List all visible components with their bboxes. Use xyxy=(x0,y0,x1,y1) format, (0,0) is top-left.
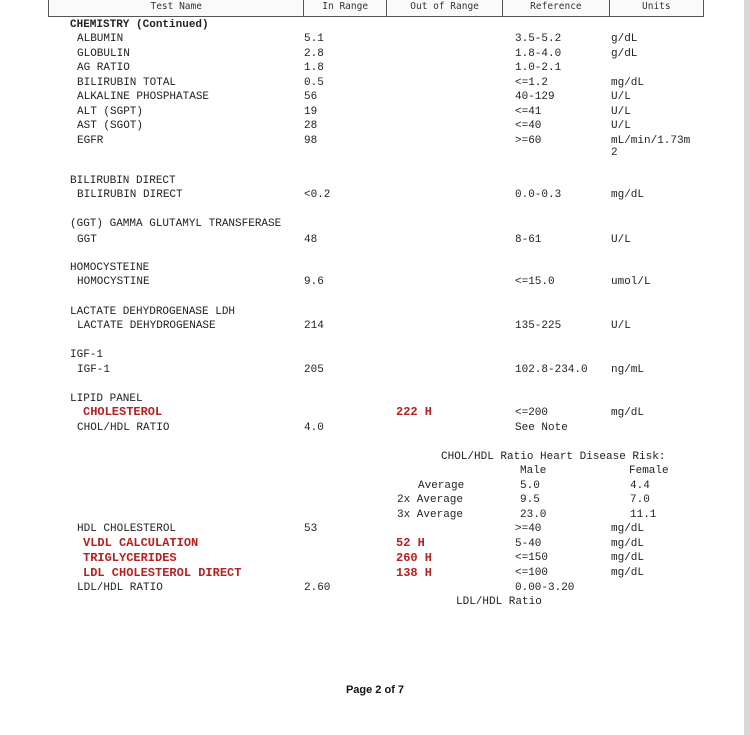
header-test-name: Test Name xyxy=(49,0,304,16)
units-value: g/dL xyxy=(611,48,638,60)
reference-value: 135-225 xyxy=(515,320,562,332)
reference-value: 3.5-5.2 xyxy=(515,33,562,45)
test-name: LDL/HDL RATIO xyxy=(77,582,163,594)
test-name-flagged: VLDL CALCULATION xyxy=(83,536,199,550)
risk-row-label: 2x Average xyxy=(397,494,464,506)
reference-value: <=150 xyxy=(515,552,549,564)
header-reference: Reference xyxy=(503,0,609,16)
test-name: GLOBULIN xyxy=(77,48,130,60)
section-title: CHEMISTRY (Continued) xyxy=(70,19,209,31)
in-range-value: 5.1 xyxy=(304,33,324,45)
in-range-value: 48 xyxy=(304,234,318,246)
out-of-range-value: 52 H xyxy=(396,536,425,550)
in-range-value: 214 xyxy=(304,320,324,332)
units-value: U/L xyxy=(611,234,631,246)
risk-female-header: Female xyxy=(629,465,669,477)
units-value: ng/mL xyxy=(611,364,645,376)
risk-female-value: 11.1 xyxy=(630,509,657,521)
units-value: U/L xyxy=(611,106,631,118)
units-value: mg/dL xyxy=(611,189,645,201)
units-value: mg/dL xyxy=(611,77,645,89)
reference-value: >=60 xyxy=(515,135,542,147)
reference-value: 5-40 xyxy=(515,538,542,550)
group-title: LIPID PANEL xyxy=(70,393,143,405)
test-name: AG RATIO xyxy=(77,62,130,74)
group-title: IGF-1 xyxy=(70,349,104,361)
units-value: mg/dL xyxy=(611,538,645,550)
units-value: mg/dL xyxy=(611,407,645,419)
in-range-value: 1.8 xyxy=(304,62,324,74)
page-number: Page 2 of 7 xyxy=(345,684,405,696)
reference-value: 8-61 xyxy=(515,234,542,246)
test-name: ALKALINE PHOSPHATASE xyxy=(77,91,210,103)
reference-value: 102.8-234.0 xyxy=(515,364,588,376)
group-title: HOMOCYSTEINE xyxy=(70,262,150,274)
units-value: mL/min/1.73m xyxy=(611,135,691,147)
reference-value: 1.8-4.0 xyxy=(515,48,562,60)
in-range-value: 19 xyxy=(304,106,318,118)
risk-table-title: CHOL/HDL Ratio Heart Disease Risk: xyxy=(441,451,666,463)
risk-male-value: 9.5 xyxy=(520,494,540,506)
test-name: AST (SGOT) xyxy=(77,120,144,132)
in-range-value: 28 xyxy=(304,120,318,132)
test-name-flagged: TRIGLYCERIDES xyxy=(83,551,177,565)
in-range-value: 56 xyxy=(304,91,318,103)
column-header xyxy=(48,0,704,17)
group-title: BILIRUBIN DIRECT xyxy=(70,175,176,187)
units-value: U/L xyxy=(611,320,631,332)
out-of-range-value: 260 H xyxy=(396,551,433,565)
group-title: (GGT) GAMMA GLUTAMYL TRANSFERASE xyxy=(70,218,282,230)
in-range-value: 2.60 xyxy=(304,582,331,594)
test-name: EGFR xyxy=(77,135,104,147)
out-of-range-value: 138 H xyxy=(396,566,433,580)
header-units: Units xyxy=(642,1,671,12)
reference-value: 0.0-0.3 xyxy=(515,189,562,201)
page-edge xyxy=(744,0,750,735)
risk-female-value: 4.4 xyxy=(630,480,650,492)
in-range-value: 98 xyxy=(304,135,318,147)
units-value: U/L xyxy=(611,91,631,103)
reference-value: See Note xyxy=(515,422,568,434)
units-value: g/dL xyxy=(611,33,638,45)
test-name: BILIRUBIN DIRECT xyxy=(77,189,183,201)
units-value: U/L xyxy=(611,120,631,132)
test-name: HDL CHOLESTEROL xyxy=(77,523,177,535)
test-name: ALT (SGPT) xyxy=(77,106,144,118)
reference-value: 40-129 xyxy=(515,91,555,103)
test-name: LACTATE DEHYDROGENASE xyxy=(77,320,216,332)
header-in-range: In Range xyxy=(304,0,387,16)
reference-value: <=1.2 xyxy=(515,77,549,89)
reference-value: <=200 xyxy=(515,407,549,419)
test-name: CHOL/HDL RATIO xyxy=(77,422,170,434)
reference-value: 1.0-2.1 xyxy=(515,62,562,74)
risk-row-label: Average xyxy=(418,480,465,492)
in-range-value: 205 xyxy=(304,364,324,376)
test-name: GGT xyxy=(77,234,97,246)
group-title: LACTATE DEHYDROGENASE LDH xyxy=(70,306,236,318)
in-range-value: 4.0 xyxy=(304,422,324,434)
risk-male-value: 5.0 xyxy=(520,480,540,492)
in-range-value: <0.2 xyxy=(304,189,331,201)
test-name: ALBUMIN xyxy=(77,33,124,45)
risk-male-value: 23.0 xyxy=(520,509,547,521)
units-value: mg/dL xyxy=(611,552,645,564)
reference-value: <=100 xyxy=(515,567,549,579)
in-range-value: 0.5 xyxy=(304,77,324,89)
out-of-range-value: 222 H xyxy=(396,405,433,419)
reference-value: <=41 xyxy=(515,106,542,118)
in-range-value: 2.8 xyxy=(304,48,324,60)
ratio-note: LDL/HDL Ratio xyxy=(456,596,542,608)
test-name: HOMOCYSTINE xyxy=(77,276,150,288)
test-name-flagged: CHOLESTEROL xyxy=(83,405,163,419)
reference-value: 0.00-3.20 xyxy=(515,582,575,594)
risk-male-header: Male xyxy=(520,465,547,477)
reference-value: >=40 xyxy=(515,523,542,535)
risk-row-label: 3x Average xyxy=(397,509,464,521)
header-out-of-range: Out of Range xyxy=(387,0,503,16)
test-name: BILIRUBIN TOTAL xyxy=(77,77,177,89)
test-name-flagged: LDL CHOLESTEROL DIRECT xyxy=(83,566,242,580)
in-range-value: 9.6 xyxy=(304,276,324,288)
in-range-value: 53 xyxy=(304,523,318,535)
units-value-wrap: 2 xyxy=(611,147,618,159)
reference-value: <=15.0 xyxy=(515,276,555,288)
risk-female-value: 7.0 xyxy=(630,494,650,506)
units-value: mg/dL xyxy=(611,567,645,579)
units-value: umol/L xyxy=(611,276,651,288)
test-name: IGF-1 xyxy=(77,364,111,376)
reference-value: <=40 xyxy=(515,120,542,132)
units-value: mg/dL xyxy=(611,523,645,535)
